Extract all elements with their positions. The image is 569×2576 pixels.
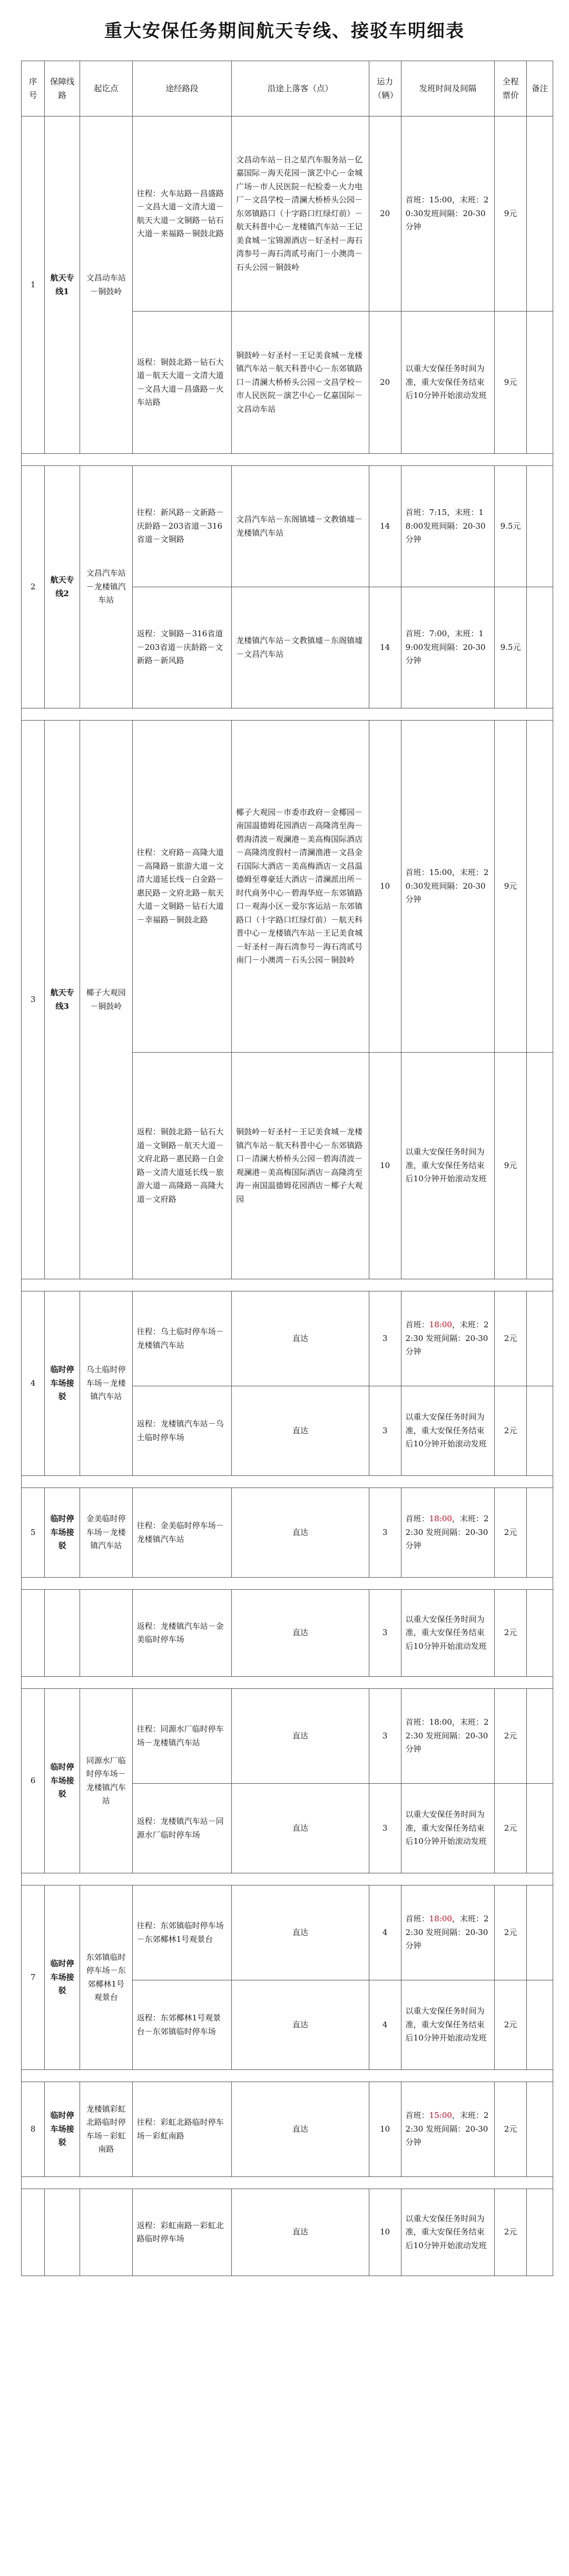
cell-path: 返程：东郊椰林1号观景台－东郊镇临时停车场 <box>132 1980 231 2070</box>
cell-remark <box>527 1784 553 1873</box>
table-row <box>22 1689 553 1784</box>
schedule-text: 以重大安保任务时间为准，重大安保任务结束后10分钟开始滚动发班 <box>405 1147 487 1184</box>
cell-path: 往程：彩虹北路临时停车场－彩虹南路 <box>132 2082 231 2177</box>
cell-schedule <box>401 1885 494 1980</box>
cell-line: 临时停车场接驳 <box>45 2082 80 2177</box>
cell-remark <box>527 1053 553 1279</box>
cell-schedule <box>401 2189 494 2276</box>
cell-stops: 直达 <box>232 1980 369 2070</box>
route-table <box>21 61 553 2276</box>
group-separator <box>22 2070 553 2082</box>
cell-remark <box>527 1980 553 2070</box>
cell-fare: 2元 <box>495 1291 527 1386</box>
cell-stops: 直达 <box>232 2082 369 2177</box>
cell-path: 往程：金美临时停车场－龙楼镇汽车站 <box>132 1488 231 1578</box>
cell-line: 临时停车场接驳 <box>45 1885 80 2070</box>
separator-cell <box>22 2177 553 2189</box>
schedule-highlight: 18:00 <box>429 1320 452 1330</box>
cell-seq <box>22 1590 45 1677</box>
schedule-highlight: 18:00 <box>429 1914 452 1924</box>
schedule-text: 以重大安保任务时间为准，重大安保任务结束后10分钟开始滚动发班 <box>405 1412 487 1449</box>
schedule-highlight: 15:00 <box>429 2111 452 2121</box>
header-capacity: 运力（辆） <box>369 61 401 116</box>
cell-endpoints: 文昌汽车站－龙楼镇汽车站 <box>80 466 132 708</box>
table-row <box>22 2189 553 2276</box>
cell-line: 临时停车场接驳 <box>45 1689 80 1873</box>
cell-line <box>45 1590 80 1677</box>
cell-endpoints: 文昌动车站－铜鼓岭 <box>80 116 132 454</box>
cell-remark <box>527 2082 553 2177</box>
cell-remark <box>527 466 553 587</box>
cell-stops: 椰子大观园－市委市政府－金椰园－南国温德姆花园酒店－高隆湾至海－碧海清波－观澜港－美高梅国际酒店－高隆湾度假村－清澜渔港－文昌金石国际大酒店－美高梅酒店－文昌温德姆至尊豪廷大酒店－清澜派出所－时代商务中心－碧海华庭－东郊镇路口－观海小区－爱尔客运站－东郊镇路口（十字路口红绿灯前）－航天科普中心－龙楼镇汽车站－王记美食城－好圣村－海石湾参号－海石湾贰号南门－小澳湾－石头公园－铜鼓岭 <box>232 721 369 1053</box>
schedule-text: 首班：15:00，末班：20:30 <box>405 868 489 891</box>
schedule-text: 以重大安保任务时间为准，重大安保任务结束后10分钟开始滚动发班 <box>405 2006 487 2043</box>
cell-capacity: 20 <box>369 312 401 454</box>
cell-remark <box>527 1590 553 1677</box>
cell-fare: 2元 <box>495 1590 527 1677</box>
cell-path: 返程：铜鼓北路－钻石大道－文铜路－航天大道－文府北路－惠民路－白金路－文清大道延长线－旅游大道－高隆路－高隆大道－文府路 <box>132 1053 231 1279</box>
cell-schedule <box>401 1386 494 1476</box>
cell-schedule <box>401 116 494 312</box>
cell-remark <box>527 1291 553 1386</box>
document-title: 重大安保任务期间航天专线、接驳车明细表 <box>104 20 465 42</box>
cell-schedule <box>401 466 494 587</box>
group-separator <box>22 2177 553 2189</box>
header-fare: 全程票价 <box>495 61 527 116</box>
separator-cell <box>22 1873 553 1885</box>
cell-capacity: 3 <box>369 1488 401 1578</box>
cell-fare: 2元 <box>495 1488 527 1578</box>
cell-fare: 9元 <box>495 1053 527 1279</box>
header-schedule: 发班时间及间隔 <box>401 61 494 116</box>
cell-schedule <box>401 1689 494 1784</box>
cell-stops: 直达 <box>232 1784 369 1873</box>
table-row <box>22 2082 553 2177</box>
cell-line: 航天专线1 <box>45 116 80 454</box>
cell-stops: 铜鼓岭－好圣村－王记美食城－龙楼镇汽车站－航天科普中心－东郊镇路口－清澜大桥桥头公园－文昌学校－市人民医院－演艺中心－亿嘉国际－文昌动车站 <box>232 312 369 454</box>
cell-stops: 直达 <box>232 1885 369 1980</box>
cell-capacity: 14 <box>369 466 401 587</box>
cell-fare: 2元 <box>495 2082 527 2177</box>
cell-fare: 9.5元 <box>495 587 527 708</box>
table-row <box>22 1488 553 1578</box>
cell-path: 往程：乌土临时停车场－龙楼镇汽车站 <box>132 1291 231 1386</box>
cell-path: 往程：东郊镇临时停车场－东郊椰林1号观景台 <box>132 1885 231 1980</box>
cell-schedule <box>401 587 494 708</box>
cell-remark <box>527 1488 553 1578</box>
cell-capacity: 4 <box>369 1885 401 1980</box>
header-stops: 沿途上落客（点） <box>232 61 369 116</box>
table-row <box>22 116 553 312</box>
cell-path: 返程：文铜路－316省道－203省道－庆龄路－文新路－新风路 <box>132 587 231 708</box>
group-separator <box>22 1279 553 1291</box>
schedule-text-tail: ，末班：22:30 发班间隔：20-30分钟 <box>405 1320 489 1357</box>
cell-stops: 直达 <box>232 1386 369 1476</box>
cell-stops: 直达 <box>232 1291 369 1386</box>
separator-cell <box>22 1578 553 1590</box>
cell-fare: 2元 <box>495 1980 527 2070</box>
group-separator <box>22 1578 553 1590</box>
group-separator <box>22 1677 553 1689</box>
cell-capacity: 10 <box>369 2189 401 2276</box>
schedule-text: 首班： <box>405 1914 429 1924</box>
table-row <box>22 721 553 1053</box>
cell-fare: 9元 <box>495 312 527 454</box>
cell-seq: 4 <box>22 1291 45 1476</box>
cell-fare: 2元 <box>495 1689 527 1784</box>
cell-remark <box>527 1689 553 1784</box>
cell-line: 临时停车场接驳 <box>45 1488 80 1578</box>
cell-capacity: 10 <box>369 721 401 1053</box>
cell-fare: 9元 <box>495 721 527 1053</box>
cell-capacity: 10 <box>369 1053 401 1279</box>
cell-seq: 6 <box>22 1689 45 1873</box>
cell-schedule <box>401 1590 494 1677</box>
header-path: 途经路段 <box>132 61 231 116</box>
cell-fare: 2元 <box>495 2189 527 2276</box>
table-row <box>22 1590 553 1677</box>
schedule-highlight: 18:00 <box>429 1514 452 1524</box>
schedule-text: 首班：7:00，末班：19:00 <box>405 629 484 652</box>
cell-path: 返程：龙楼镇汽车站－金美临时停车场 <box>132 1590 231 1677</box>
schedule-text: 首班：15:00，末班：20:30 <box>405 195 489 218</box>
cell-path: 往程：同源水厂临时停车场－龙楼镇汽车站 <box>132 1689 231 1784</box>
cell-capacity: 3 <box>369 1689 401 1784</box>
cell-remark <box>527 2189 553 2276</box>
cell-seq: 1 <box>22 116 45 454</box>
cell-fare: 2元 <box>495 1885 527 1980</box>
cell-path: 往程：文府路－高隆大道－高隆路－旅游大道－文清大道延长线－白金路－惠民路－文府北路－航天大道－文铜路－钻石大道－幸福路－铜鼓北路 <box>132 721 231 1053</box>
cell-remark <box>527 721 553 1053</box>
cell-line: 航天专线2 <box>45 466 80 708</box>
cell-schedule <box>401 2082 494 2177</box>
header-endpoints: 起讫点 <box>80 61 132 116</box>
separator-cell <box>22 1677 553 1689</box>
cell-schedule <box>401 1784 494 1873</box>
separator-cell <box>22 2070 553 2082</box>
schedule-text: 首班：7:15，末班：18:00 <box>405 508 484 531</box>
cell-endpoints: 东郊镇临时停车场－东郊椰林1号观景台 <box>80 1885 132 2070</box>
cell-path: 往程：火车站路－昌盛路－文昌大道－文清大道－航天大道－文铜路－钻石大道－来福路－铜鼓北路 <box>132 116 231 312</box>
cell-path: 往程：新风路－文新路－庆龄路－203省道－316省道－文铜路 <box>132 466 231 587</box>
cell-seq: 3 <box>22 721 45 1279</box>
cell-path: 返程：彩虹南路－彩虹北路临时停车场 <box>132 2189 231 2276</box>
separator-cell <box>22 1279 553 1291</box>
schedule-text-tail: ，末班：22:30 发班间隔：20-30分钟 <box>405 1514 489 1551</box>
cell-fare: 2元 <box>495 1386 527 1476</box>
schedule-text-tail: 发班间隔：20-30分钟 <box>405 642 486 666</box>
cell-path: 返程：龙楼镇汽车站－乌土临时停车场 <box>132 1386 231 1476</box>
cell-path: 返程：龙楼镇汽车站－同源水厂临时停车场 <box>132 1784 231 1873</box>
cell-schedule <box>401 1053 494 1279</box>
cell-schedule <box>401 1488 494 1578</box>
group-separator <box>22 708 553 721</box>
cell-stops: 直达 <box>232 1488 369 1578</box>
cell-seq: 5 <box>22 1488 45 1578</box>
schedule-text: 首班： <box>405 1320 429 1330</box>
cell-stops: 直达 <box>232 1689 369 1784</box>
cell-stops: 文昌动车站－日之星汽车服务站－亿嘉国际－海天花园－演艺中心－金城广场－市人民医院－纪检委－火力电厂－文昌学校－清澜大桥桥头公园－东郊镇路口（十字路口红绿灯前）－航天科普中心－龙楼镇汽车站－王记美食城－宝锦源酒店－好圣村－海石湾参号－海石湾贰号南门－小澳湾－石头公园－铜鼓岭 <box>232 116 369 312</box>
cell-stops: 直达 <box>232 1590 369 1677</box>
cell-remark <box>527 312 553 454</box>
cell-endpoints: 同源水厂临时停车场－龙楼镇汽车站 <box>80 1689 132 1873</box>
cell-stops: 直达 <box>232 2189 369 2276</box>
cell-capacity: 3 <box>369 1784 401 1873</box>
cell-seq: 7 <box>22 1885 45 2070</box>
schedule-text: 以重大安保任务时间为准，重大安保任务结束后10分钟开始滚动发班 <box>405 2213 487 2250</box>
group-separator <box>22 1476 553 1488</box>
cell-line <box>45 2189 80 2276</box>
separator-cell <box>22 1476 553 1488</box>
cell-endpoints: 金美临时停车场－龙楼镇汽车站 <box>80 1488 132 1578</box>
cell-line: 航天专线3 <box>45 721 80 1279</box>
cell-remark <box>527 1386 553 1476</box>
cell-seq <box>22 2189 45 2276</box>
group-separator <box>22 454 553 466</box>
cell-endpoints: 椰子大观园－铜鼓岭 <box>80 721 132 1279</box>
cell-capacity: 20 <box>369 116 401 312</box>
cell-endpoints <box>80 2189 132 2276</box>
cell-capacity: 3 <box>369 1386 401 1476</box>
cell-line: 临时停车场接驳 <box>45 1291 80 1476</box>
schedule-text: 以重大安保任务时间为准，重大安保任务结束后10分钟开始滚动发班 <box>405 364 487 401</box>
cell-endpoints <box>80 1590 132 1677</box>
table-row <box>22 466 553 587</box>
cell-seq: 2 <box>22 466 45 708</box>
cell-capacity: 14 <box>369 587 401 708</box>
schedule-text-tail: 发班间隔：20-30分钟 <box>405 881 486 905</box>
schedule-text-tail: ，末班：22:30 发班间隔：20-30分钟 <box>405 2111 489 2147</box>
schedule-text: 以重大安保任务时间为准，重大安保任务结束后10分钟开始滚动发班 <box>405 1810 487 1846</box>
cell-schedule <box>401 721 494 1053</box>
header-remark: 备注 <box>527 61 553 116</box>
cell-remark <box>527 1885 553 1980</box>
cell-schedule <box>401 1291 494 1386</box>
cell-capacity: 10 <box>369 2082 401 2177</box>
table-row <box>22 1291 553 1386</box>
cell-stops: 文昌汽车站－东阁镇墟－文教镇墟－龙楼镇汽车站 <box>232 466 369 587</box>
cell-remark <box>527 587 553 708</box>
cell-seq: 8 <box>22 2082 45 2177</box>
cell-capacity: 3 <box>369 1291 401 1386</box>
header-seq: 序号 <box>22 61 45 116</box>
schedule-text-tail: 发班间隔：20-30分钟 <box>405 208 486 232</box>
cell-fare: 9.5元 <box>495 466 527 587</box>
cell-fare: 2元 <box>495 1784 527 1873</box>
cell-stops: 龙楼镇汽车站－文教镇墟－东阁镇墟－文昌汽车站 <box>232 587 369 708</box>
cell-capacity: 4 <box>369 1980 401 2070</box>
separator-cell <box>22 454 553 466</box>
cell-remark <box>527 116 553 312</box>
schedule-text: 以重大安保任务时间为准，重大安保任务结束后10分钟开始滚动发班 <box>405 1614 487 1651</box>
cell-capacity: 3 <box>369 1590 401 1677</box>
schedule-text: 首班： <box>405 2111 429 2121</box>
cell-schedule <box>401 1980 494 2070</box>
cell-endpoints: 龙楼镇彩虹北路临时停车场－彩虹南路 <box>80 2082 132 2177</box>
cell-path: 返程：铜鼓北路－钻石大道－航天大道－文清大道－文昌大道－昌盛路－火车站路 <box>132 312 231 454</box>
cell-schedule <box>401 312 494 454</box>
group-separator <box>22 1873 553 1885</box>
schedule-text: 首班： <box>405 1514 429 1524</box>
cell-endpoints: 乌土临时停车场－龙楼镇汽车站 <box>80 1291 132 1476</box>
schedule-text-tail: ，末班：22:30 发班间隔：20-30分钟 <box>405 1914 489 1951</box>
cell-stops: 铜鼓岭－好圣村－王记美食城－龙楼镇汽车站－航天科普中心－东郊镇路口－清澜大桥桥头公园－碧海清波－观澜港－美高梅国际酒店－高隆湾至海－南国温德姆花园酒店－椰子大观园 <box>232 1053 369 1279</box>
schedule-text: 首班：18:00，末班：22:30 发班间隔：20-30分钟 <box>405 1717 489 1754</box>
table-row <box>22 1885 553 1980</box>
table-header-row <box>22 61 553 116</box>
cell-fare: 9元 <box>495 116 527 312</box>
separator-cell <box>22 708 553 721</box>
schedule-text-tail: 发班间隔：20-30分钟 <box>405 521 486 545</box>
header-line: 保障线路 <box>45 61 80 116</box>
